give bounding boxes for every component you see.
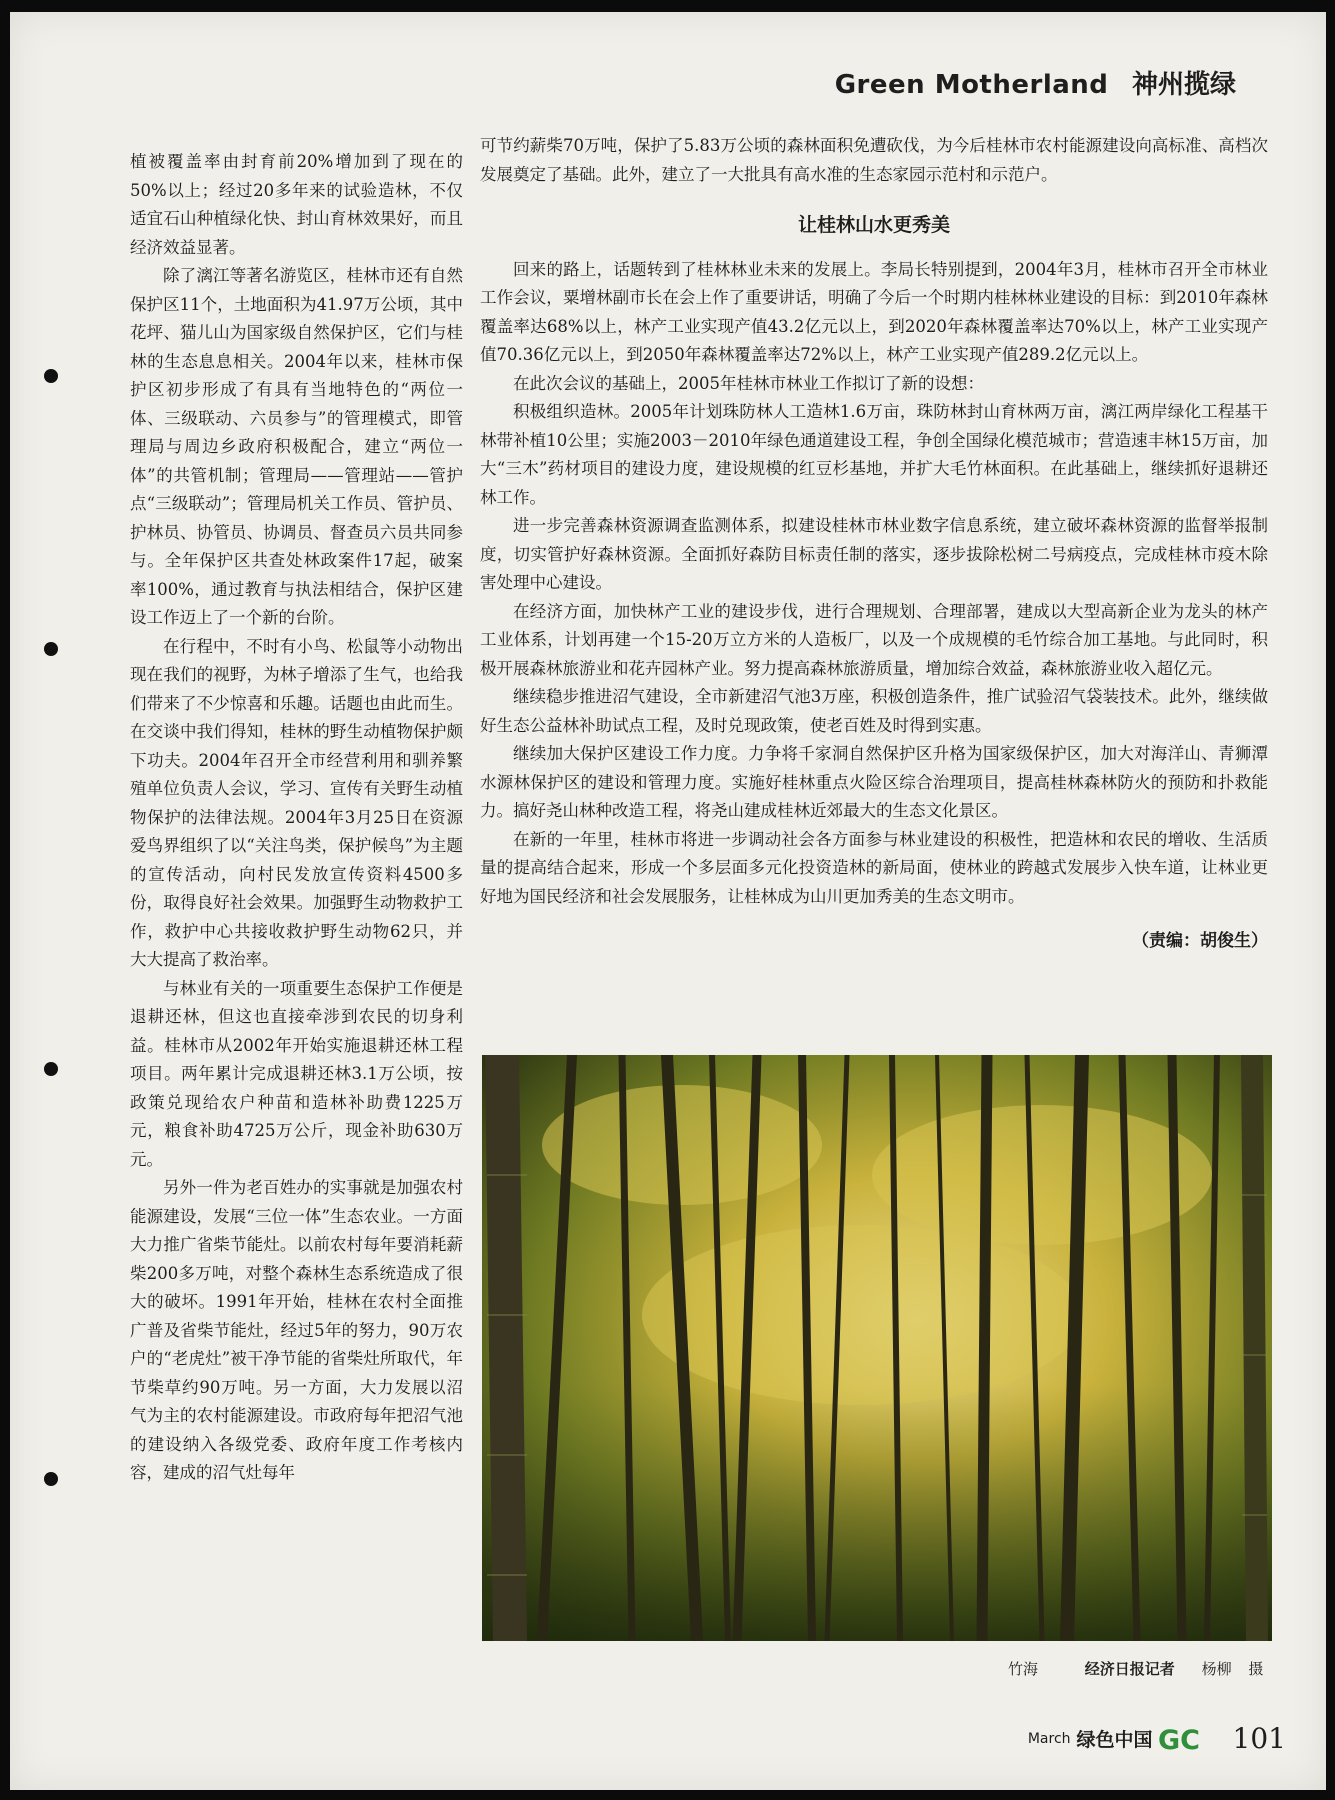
subheading: 让桂林山水更秀美 xyxy=(797,214,950,236)
binder-hole xyxy=(44,1472,58,1486)
paragraph: 回来的路上，话题转到了桂林林业未来的发展上。李局长特别提到，2004年3月，桂林市召开全市林业工作会议，粟增林副市长在会上作了重要讲话，明确了今后一个时期内桂林林业建设的目标：到2010年森林覆盖率达68%以上，林产工业实现产值43.2亿元以上，到2020年森林覆盖率达70%以上，林产工业实现产值70.36亿元以上，到2050年森林覆盖率达72%以上，林产工业实现产值289.2亿元以上。 xyxy=(480,259,1268,364)
section-title-cn: 神州揽绿 xyxy=(1131,70,1236,100)
binder-hole xyxy=(44,1062,58,1076)
paragraph: 另外一件为老百姓办的实事就是加强农村能源建设，发展“三位一体”生态农业。一方面大力推广省柴节能灶。以前农村每年要消耗薪柴200多万吨，对整个森林生态系统造成了很大的破坏。1991年开始，桂林在农村全面推广普及省柴节能灶，经过5年的努力，90万农户的“老虎灶”被干净节能的省柴灶所取代，年节柴草约90万吨。另一方面，大力发展以沼气为主的农村能源建设。市政府每年把沼气池的建设纳入各级党委、政府年度工作考核内容，建成的沼气灶每年 xyxy=(130,1178,463,1482)
paragraph: 进一步完善森林资源调查监测体系，拟建设桂林市林业数字信息系统，建立破坏森林资源的监督举报制度，切实管护好森林资源。全面抓好森防目标责任制的落实，逐步拔除松树二号病疫点，完成桂林市疫木除害处理中心建设。 xyxy=(480,516,1268,592)
binder-hole xyxy=(44,369,58,383)
caption-publisher: 经济日报记者 xyxy=(1084,1660,1175,1678)
paragraph: 与林业有关的一项重要生态保护工作便是退耕还林，但这也直接牵涉到农民的切身利益。桂林市从2002年开始实施退耕还林工程项目。两年累计完成退耕还林3.1万公顷，按政策兑现给农户种苗和造林补助费1225万元，粮食补助4725万公斤，现金补助630万元。 xyxy=(130,978,463,1169)
footer-month: March xyxy=(1027,1730,1071,1747)
magazine-logo-icon xyxy=(1157,1724,1215,1754)
page-number: 101 xyxy=(1232,1722,1286,1755)
bamboo-forest-photo xyxy=(482,1055,1272,1641)
paragraph: 除了漓江等著名游览区，桂林市还有自然保护区11个，土地面积为41.97万公顷，其中花坪、猫儿山为国家级自然保护区，它们与桂林的生态息息相关。2004年以来，桂林市保护区初步形成了有具有当地特色的“两位一体、三级联动、六员参与”的管理模式，即管理局与周边乡政府积极配合，建立“两位一体”的共管机制；管理局——管理站——管护点“三级联动”；管理局机关工作员、管护员、护林员、协管员、协调员、督查员六员共同参与。全年保护区共查处林政案件17起，破案率100%，通过教育与执法相结合，保护区建设工作迈上了一个新的台阶。 xyxy=(130,266,463,627)
paragraph: 积极组织造林。2005年计划珠防林人工造林1.6万亩，珠防林封山育林两万亩，漓江两岸绿化工程基干林带补植10公里；实施2003－2010年绿色通道建设工程，争创全国绿化模范城市；营造速丰林15万亩，加大“三木”药材项目的建设力度，建设规模的红豆杉基地，并扩大毛竹林面积。在此基础上，继续抓好退耕还林工作。 xyxy=(480,402,1268,507)
page-footer xyxy=(1028,1722,1286,1755)
paragraph: 继续加大保护区建设工作力度。力争将千家洞自然保护区升格为国家级保护区，加大对海洋山、青狮潭水源林保护区的建设和管理力度。实施好桂林重点火险区综合治理项目，提高桂林森林防火的预防和扑救能力。搞好尧山林种改造工程，将尧山建成桂林近郊最大的生态文化景区。 xyxy=(480,744,1268,820)
paragraph: 可节约薪柴70万吨，保护了5.83万公顷的森林面积免遭砍伐，为今后桂林市农村能源建设向高标准、高档次发展奠定了基础。此外，建立了一大批具有高水准的生态家园示范村和示范户。 xyxy=(480,136,1268,184)
left-column xyxy=(130,148,463,1488)
logo-text: GC xyxy=(1157,1724,1200,1754)
photo-caption xyxy=(1008,1658,1263,1679)
section-header xyxy=(835,64,1236,101)
magazine-name: 绿色中国 xyxy=(1076,1729,1153,1751)
editor-credit: （责编：胡俊生） xyxy=(1132,931,1268,951)
paragraph: 继续稳步推进沼气建设，全市新建沼气池3万座，积极创造条件，推广试验沼气袋装技术。此外，继续做好生态公益林补助试点工程，及时兑现政策，使老百姓及时得到实惠。 xyxy=(480,687,1268,735)
paragraph: 在经济方面，加快林产工业的建设步伐，进行合理规划、合理部署，建成以大型高新企业为龙头的林产工业体系，计划再建一个15-20万立方米的人造板厂，以及一个成规模的毛竹综合加工基地。与此同时，积极开展森林旅游业和花卉园林产业。努力提高森林旅游质量，增加综合效益，森林旅游业收入超亿元。 xyxy=(480,601,1268,678)
paragraph: 植被覆盖率由封育前20%增加到了现在的50%以上；经过20多年来的试验造林，不仅适宜石山种植绿化快、封山育林效果好，而且经济效益显著。 xyxy=(130,152,463,257)
section-title-en: Green Motherland xyxy=(834,70,1109,100)
paragraph: 在新的一年里，桂林市将进一步调动社会各方面参与林业建设的积极性，把造林和农民的增收、生活质量的提高结合起来，形成一个多层面多元化投资造林的新局面，使林业的跨越式发展步入快车道，让林业更好地为国民经济和社会发展服务，让桂林成为山川更加秀美的生态文明市。 xyxy=(480,829,1268,906)
binder-hole xyxy=(44,642,58,656)
paragraph: 在此次会议的基础上，2005年桂林市林业工作拟订了新的设想： xyxy=(513,373,984,393)
magazine-page xyxy=(10,12,1326,1790)
right-column xyxy=(480,132,1268,956)
caption-subject: 竹海 xyxy=(1008,1660,1039,1678)
caption-credit: 摄 xyxy=(1248,1660,1264,1678)
caption-author: 杨柳 xyxy=(1201,1660,1232,1678)
paragraph: 在行程中，不时有小鸟、松鼠等小动物出现在我们的视野，为林子增添了生气，也给我们带来了不少惊喜和乐趣。话题也由此而生。在交谈中我们得知，桂林的野生动植物保护颇下功夫。2004年召开全市经营利用和驯养繁殖单位负责人会议，学习、宣传有关野生动植物保护的法律法规。2004年3月25日在资源爱鸟界组织了以“关注鸟类，保护候鸟”为主题的宣传活动，向村民发放宣传资料4500多份，取得良好社会效果。加强野生动物救护工作，救护中心共接收救护野生动物62只，并大大提高了救治率。 xyxy=(130,636,463,969)
